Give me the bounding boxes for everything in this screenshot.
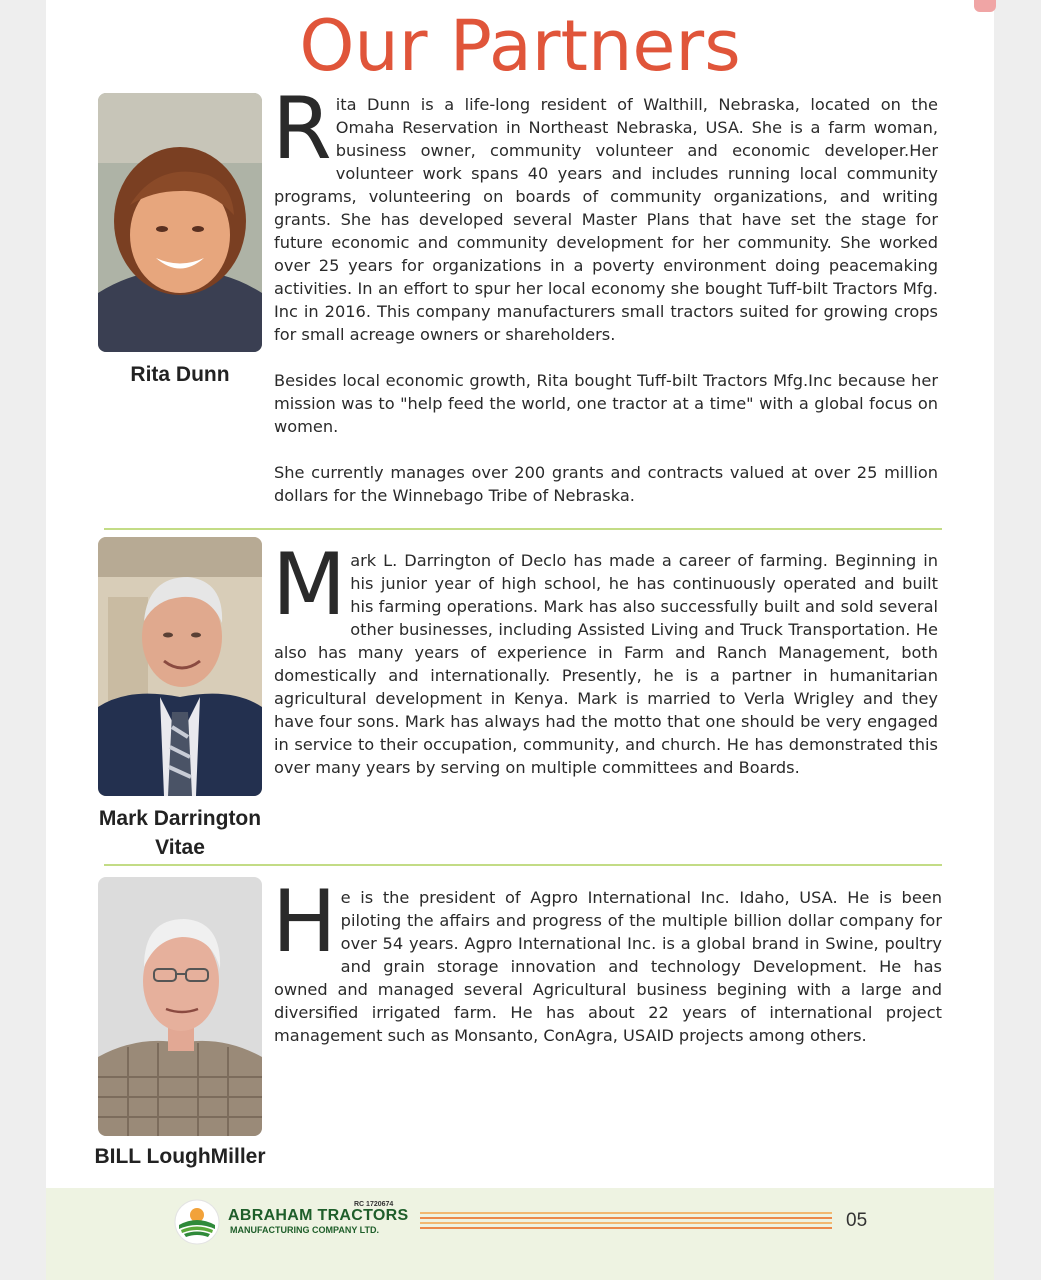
page-number: 05	[846, 1210, 868, 1231]
partner-name-bill-loughmiller: BILL LoughMiller	[94, 1145, 266, 1168]
bio-paragraph: She currently manages over 200 grants and contracts valued at over 25 million dollars for the Winnebago Tribe of Nebraska.	[274, 463, 938, 505]
portrait-mark-darrington	[98, 537, 262, 796]
company-subtitle: MANUFACTURING COMPANY LTD.	[230, 1225, 379, 1235]
drop-cap: M	[272, 535, 347, 635]
partner-name-mark-darrington: Mark Darrington Vitae	[98, 807, 262, 859]
drop-cap: H	[272, 872, 337, 972]
bio-rita-dunn	[272, 79, 938, 507]
bio-paragraph: Mark L. Darrington of Declo has made a career of farming. Beginning in his junior year of high school, he has continuously operated and built his farming operations. Mark has also successfully built and sold several other businesses, including Assisted Living and Truck Transportation. He also has many years of experience in Farm and Ranch Management, both domestically and internationally. Presently, he is a partner in humanitarian agricultural development in Kenya. Mark is married to Verla Wrigley and they have four sons. Mark has always had the motto that one should be very engaged in service to their occupation, community, and church. He has demonstrated this over many years by serving on multiple committees and Boards.	[272, 535, 938, 777]
section-divider	[104, 528, 942, 530]
section-divider	[104, 864, 942, 866]
portrait-rita-dunn	[98, 93, 262, 352]
bio-bill-loughmiller	[272, 872, 942, 1047]
company-name: ABRAHAM TRACTORS	[228, 1207, 409, 1224]
page-title: Our Partners	[299, 5, 741, 87]
company-logo-icon	[174, 1199, 220, 1249]
corner-tab	[974, 0, 996, 12]
partner-name-rita-dunn: Rita Dunn	[130, 363, 230, 386]
page-footer	[46, 1188, 994, 1280]
drop-cap: R	[272, 79, 332, 179]
footer-decorative-lines	[420, 1212, 832, 1232]
bio-paragraph: He is the president of Agpro International Inc. Idaho, USA. He is been piloting the affairs and progress of the multiple billion dollar company for over 54 years. Agpro International Inc. is a global brand in Swine, poultry and grain storage innovation and technology Development. He has owned and managed several Agricultural business begining with a large and diversified irrigated farm. He has about 22 years of international project management such as Monsanto, ConAgra, USAID projects among others.	[272, 872, 942, 1045]
document-page	[46, 0, 994, 1280]
bio-paragraph: Besides local economic growth, Rita bought Tuff-bilt Tractors Mfg.Inc because her mission was to "help feed the world, one tractor at a time" with a global focus on women.	[274, 371, 938, 436]
rc-number: RC 1720674	[354, 1201, 394, 1208]
bio-paragraph: Rita Dunn is a life-long resident of Walthill, Nebraska, located on the Omaha Reservation in Northeast Nebraska, USA. She is a farm woman, business owner, community volunteer and economic developer.Her volunteer work spans 40 years and includes running local community programs, volunteering on boards of community organizations, and writing grants. She has developed several Master Plans that have set the stage for future economic and community development for her community. She worked over 25 years for organizations in a poverty environment doing peacemaking activities. In an effort to spur her local economy she bought Tuff-bilt Tractors Mfg. Inc in 2016. This company manufacturers small tractors suited for growing crops for small acreage owners or shareholders.	[272, 79, 938, 344]
bio-mark-darrington	[272, 535, 938, 779]
portrait-bill-loughmiller	[98, 877, 262, 1136]
